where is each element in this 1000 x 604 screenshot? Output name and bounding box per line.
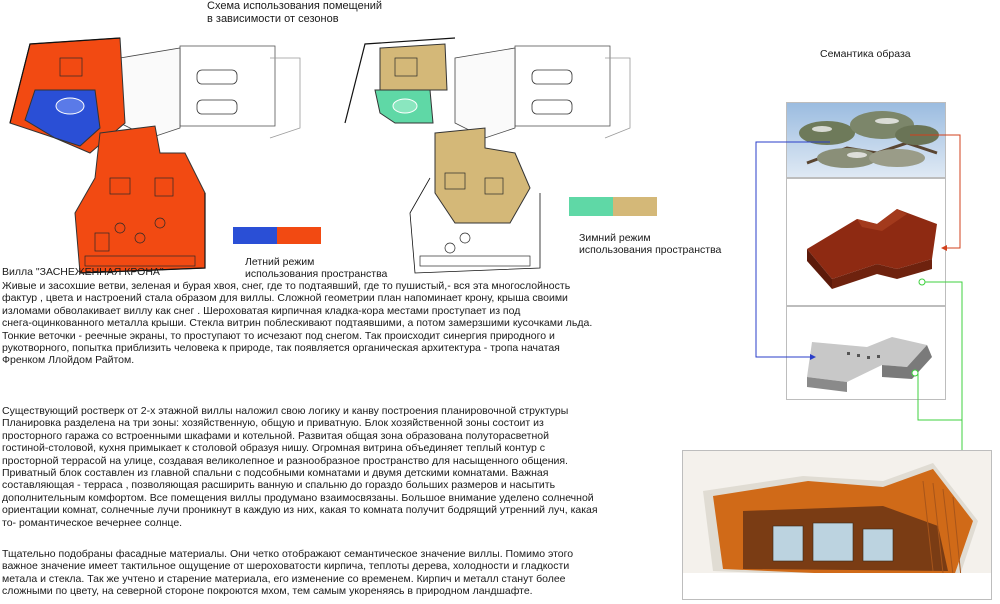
p2-line: гостиной-столовой, кухня примыкает к столовой образуя нишу. Огромная витрина объединяет теплый контур с: [2, 442, 545, 455]
summer-legend-line2: использования пространства: [245, 268, 388, 281]
scheme-title-line1: Схема использования помещений: [207, 0, 383, 12]
summer-swatch-blue: [233, 227, 277, 244]
p3-line: метала и стекла. Так же учтено и старение материала, его изменение со временем. Кирпич и металл станут более: [2, 572, 566, 585]
p1-line: Живые и засохшие ветви, зеленая и бурая хвоя, снег, где то подтаявший, где то пушистый,- вся эта многослойность: [2, 280, 571, 292]
villa-render: [682, 450, 992, 600]
p3-line: Тщательно подобраны фасадные материалы. Они четко отображают семантическое значение виллы. Помимо этого: [2, 548, 574, 560]
article-paragraph-2: [2, 405, 598, 529]
summer-legend-line1: Летний режим: [245, 256, 315, 268]
article-title: Вилла "ЗАСНЕЖЕННАЯ КРОНА": [2, 266, 164, 278]
winter-legend-line1: Зимний режим: [579, 232, 651, 244]
p3-line: сложными по цвету, на северной стороне покроются мхом, тем самым укореняясь в природном ландшафте.: [2, 585, 533, 598]
winter-swatch-green: [569, 197, 613, 216]
scheme-title-line2: в зависимости от сезонов: [207, 13, 339, 25]
article-paragraph-3: [2, 548, 573, 598]
p1-line: Френком Ллойдом Райтом.: [2, 354, 135, 367]
p2-line: то- романтическое вечернее солнце.: [2, 516, 183, 529]
p2-line: Приватный блок составлен из главной спальни с подсобными комнатами и двумя детскими комнатами. Важная: [2, 467, 549, 480]
p2-line: Существующий ростверк от 2-х этажной виллы наложил свою логику и канву построения планировочной структуры: [2, 405, 569, 417]
p1-line: фактур , цвета и настроений стала образом для виллы. Сложной геометрии план напоминает крону, крыша своими: [2, 292, 568, 305]
p1-line: рукотворного, попытка приблизить человека к природе, так появляется органическая архитектура - тропа начатая: [2, 342, 560, 355]
semantic-arrows: [740, 130, 1000, 480]
winter-swatch-tan: [613, 197, 657, 216]
winter-legend-text: [579, 232, 721, 257]
p1-line: снега-оцинкованного металла крыши. Стекла витрин поблескивают подтаявшими, а потом замерзшими кусочками льда.: [2, 317, 593, 330]
p2-line: Планировка разделена на три зоны: хозяйственную, общую и приватную. Блок хозяйственной зоны состоит из: [2, 417, 544, 430]
article-paragraph-1: [2, 280, 592, 367]
summer-swatch-orange: [277, 227, 321, 244]
p1-line: изломами обволакивает виллу как снег . Шероховатая кирпичная кладка-кора местами проступает из под: [2, 304, 521, 317]
p2-line: ориентации комнат, солнечные лучи проникнут в каждую из них, какая то комната получит бодрящий утренний луч, какая: [2, 504, 598, 517]
p2-line: дополнительным комфортом. Все помещения виллы продумано взаимосвязаны. Большое внимание уделено солнечной: [2, 491, 594, 504]
semantics-title: Семантика образа: [820, 48, 911, 60]
p1-line: Тонкие веточки - реечные экраны, то проступают то исчезают под снегом. Так происходит синергия природного и: [2, 329, 555, 342]
winter-legend-line2: использования пространства: [579, 244, 722, 257]
p2-line: составляющая - терраса , позволяющая расширить ванную и спальню до гораздо больших размеров и насытить: [2, 479, 556, 492]
p2-line: просторного гаража со встроенными шкафами и котельной. Развитая общая зона образована полуторасветной: [2, 429, 549, 442]
p2-line: просторной террасой на улице, создавая великолепное и разнообразное пространство для насыщенного общения.: [2, 454, 568, 467]
scheme-title: [207, 0, 382, 26]
p3-line: важное значение имеет тактильное ощущение от шероховатости кирпича, теплоты дерева, холодности и гладкости: [2, 560, 570, 573]
